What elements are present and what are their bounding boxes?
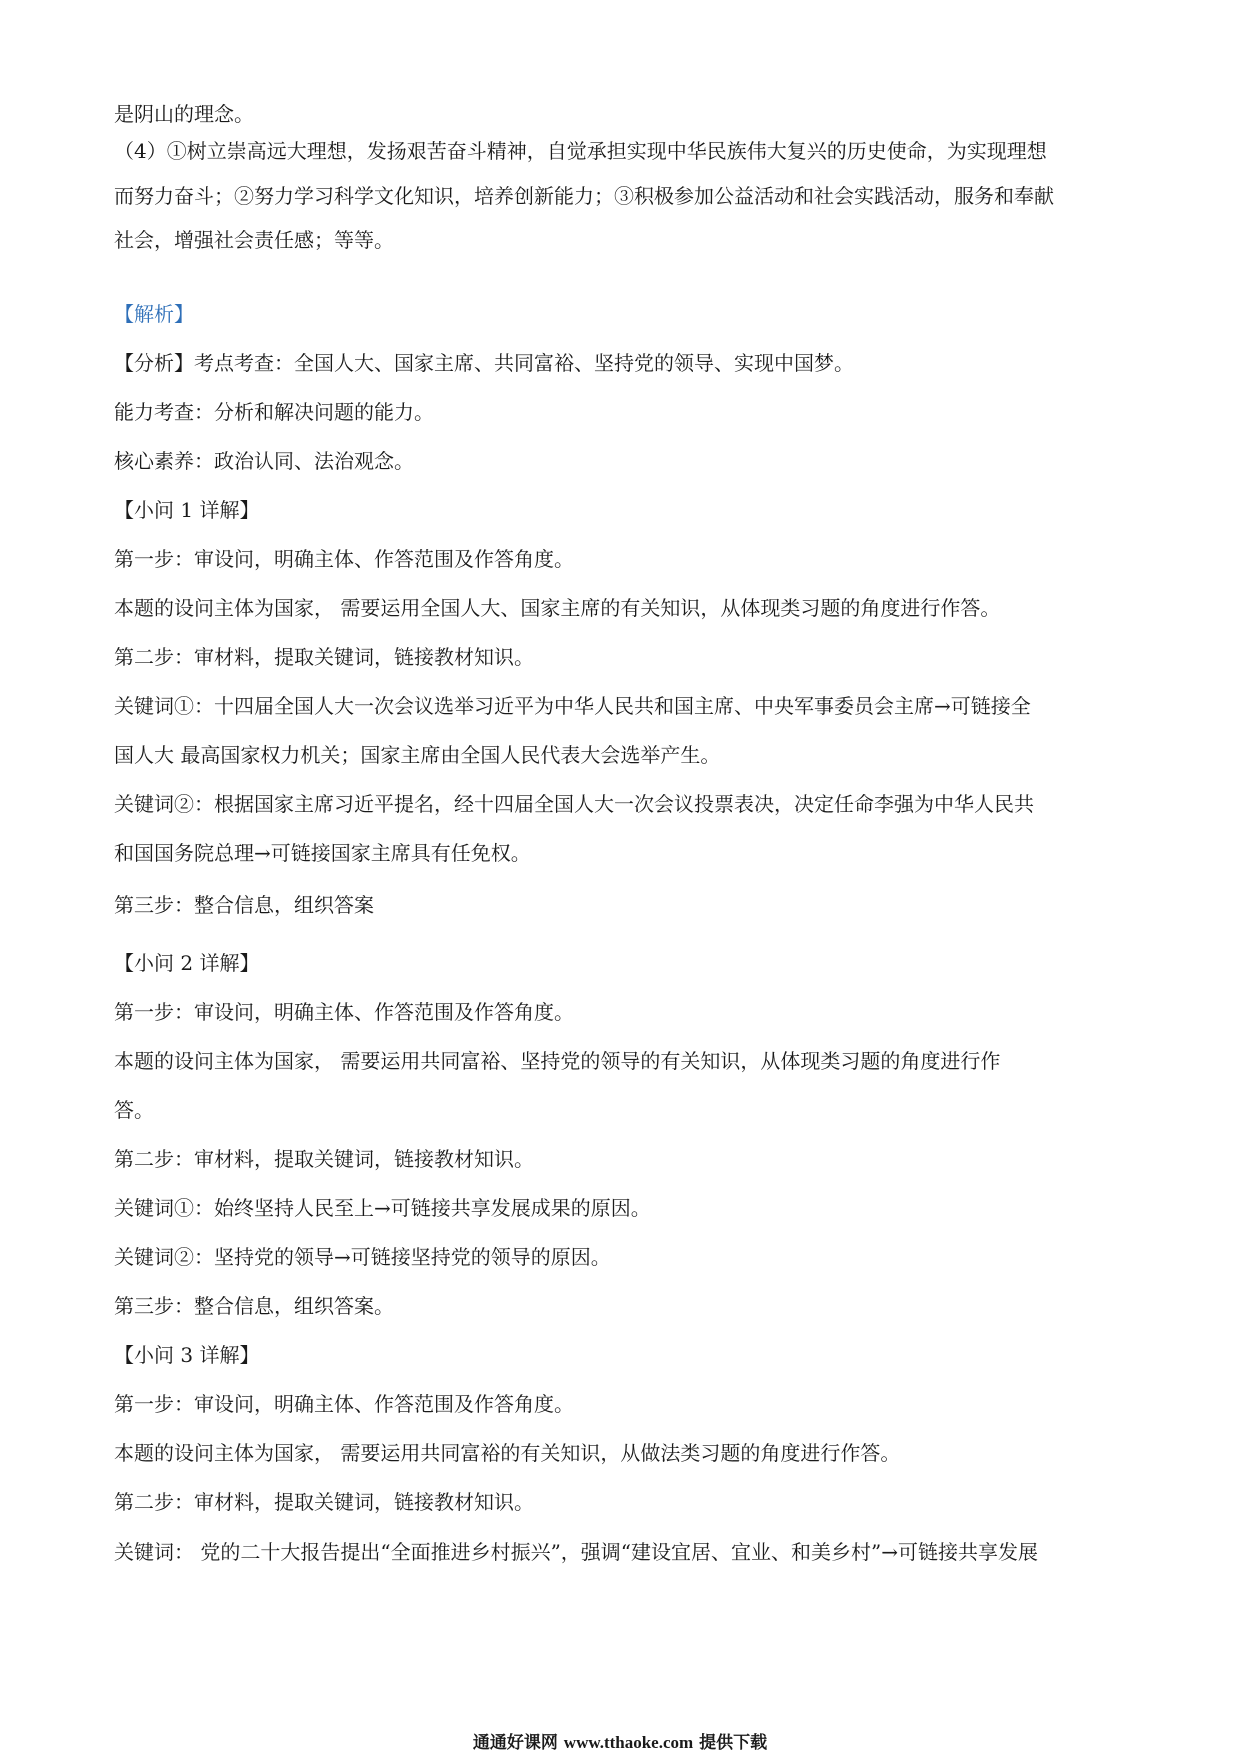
text-line: 第三步：整合信息，组织答案。: [114, 1294, 394, 1318]
text-line: 是阴山的理念。: [114, 102, 254, 126]
text-line: 而努力奋斗；②努力学习科学文化知识，培养创新能力；③积极参加公益活动和社会实践活动，服务和奉献: [114, 184, 1054, 208]
text-line: 第二步：审材料，提取关键词，链接教材知识。: [114, 645, 534, 669]
section-heading: 【小问 2 详解】: [114, 951, 260, 975]
text-line: 【分析】考点考查：全国人大、国家主席、共同富裕、坚持党的领导、实现中国梦。: [114, 351, 854, 375]
text-line: 社会，增强社会责任感；等等。: [114, 228, 394, 252]
text-line: 关键词①：始终坚持人民至上→可链接共享发展成果的原因。: [114, 1196, 651, 1220]
text-line: 第一步：审设问，明确主体、作答范围及作答角度。: [114, 547, 574, 571]
text-line: 第二步：审材料，提取关键词，链接教材知识。: [114, 1490, 534, 1514]
text-line: （4）①树立崇高远大理想，发扬艰苦奋斗精神，自觉承担实现中华民族伟大复兴的历史使命，为实现理想: [114, 139, 1047, 163]
text-line: 第一步：审设问，明确主体、作答范围及作答角度。: [114, 1392, 574, 1416]
text-line: 第二步：审材料，提取关键词，链接教材知识。: [114, 1147, 534, 1171]
text-line: 第一步：审设问，明确主体、作答范围及作答角度。: [114, 1000, 574, 1024]
text-line: 关键词： 党的二十大报告提出“全面推进乡村振兴”，强调“建设宜居、宜业、和美乡村”→可链接共享发展: [114, 1540, 1039, 1564]
text-line: 关键词①：十四届全国人大一次会议选举习近平为中华人民共和国主席、中央军事委员会主席→可链接全: [114, 694, 1031, 718]
footer-suffix: 提供下载: [699, 1733, 768, 1753]
text-line: 第三步：整合信息，组织答案: [114, 893, 374, 917]
section-heading: 【小问 1 详解】: [114, 498, 260, 522]
text-line: 本题的设问主体为国家， 需要运用共同富裕、坚持党的领导的有关知识，从体现类习题的角度进行作: [114, 1049, 1001, 1073]
page-footer: [0, 1733, 1240, 1753]
text-line: 核心素养：政治认同、法治观念。: [114, 449, 414, 473]
text-line: 和国国务院总理→可链接国家主席具有任免权。: [114, 841, 531, 865]
footer-site-name: 通通好课网: [472, 1733, 558, 1753]
analysis-heading: 【解析】: [114, 302, 194, 326]
text-line: 国人大 最高国家权力机关；国家主席由全国人民代表大会选举产生。: [114, 743, 721, 767]
text-line: 关键词②：根据国家主席习近平提名，经十四届全国人大一次会议投票表决，决定任命李强为中华人民共: [114, 792, 1034, 816]
text-line: 本题的设问主体为国家， 需要运用全国人大、国家主席的有关知识，从体现类习题的角度进行作答。: [114, 596, 1001, 620]
text-line: 本题的设问主体为国家， 需要运用共同富裕的有关知识，从做法类习题的角度进行作答。: [114, 1441, 901, 1465]
text-line: 答。: [114, 1098, 154, 1122]
text-line: 关键词②：坚持党的领导→可链接坚持党的领导的原因。: [114, 1245, 611, 1269]
section-heading: 【小问 3 详解】: [114, 1343, 260, 1367]
footer-url[interactable]: www.tthaoke.com: [563, 1733, 694, 1752]
text-line: 能力考查：分析和解决问题的能力。: [114, 400, 434, 424]
